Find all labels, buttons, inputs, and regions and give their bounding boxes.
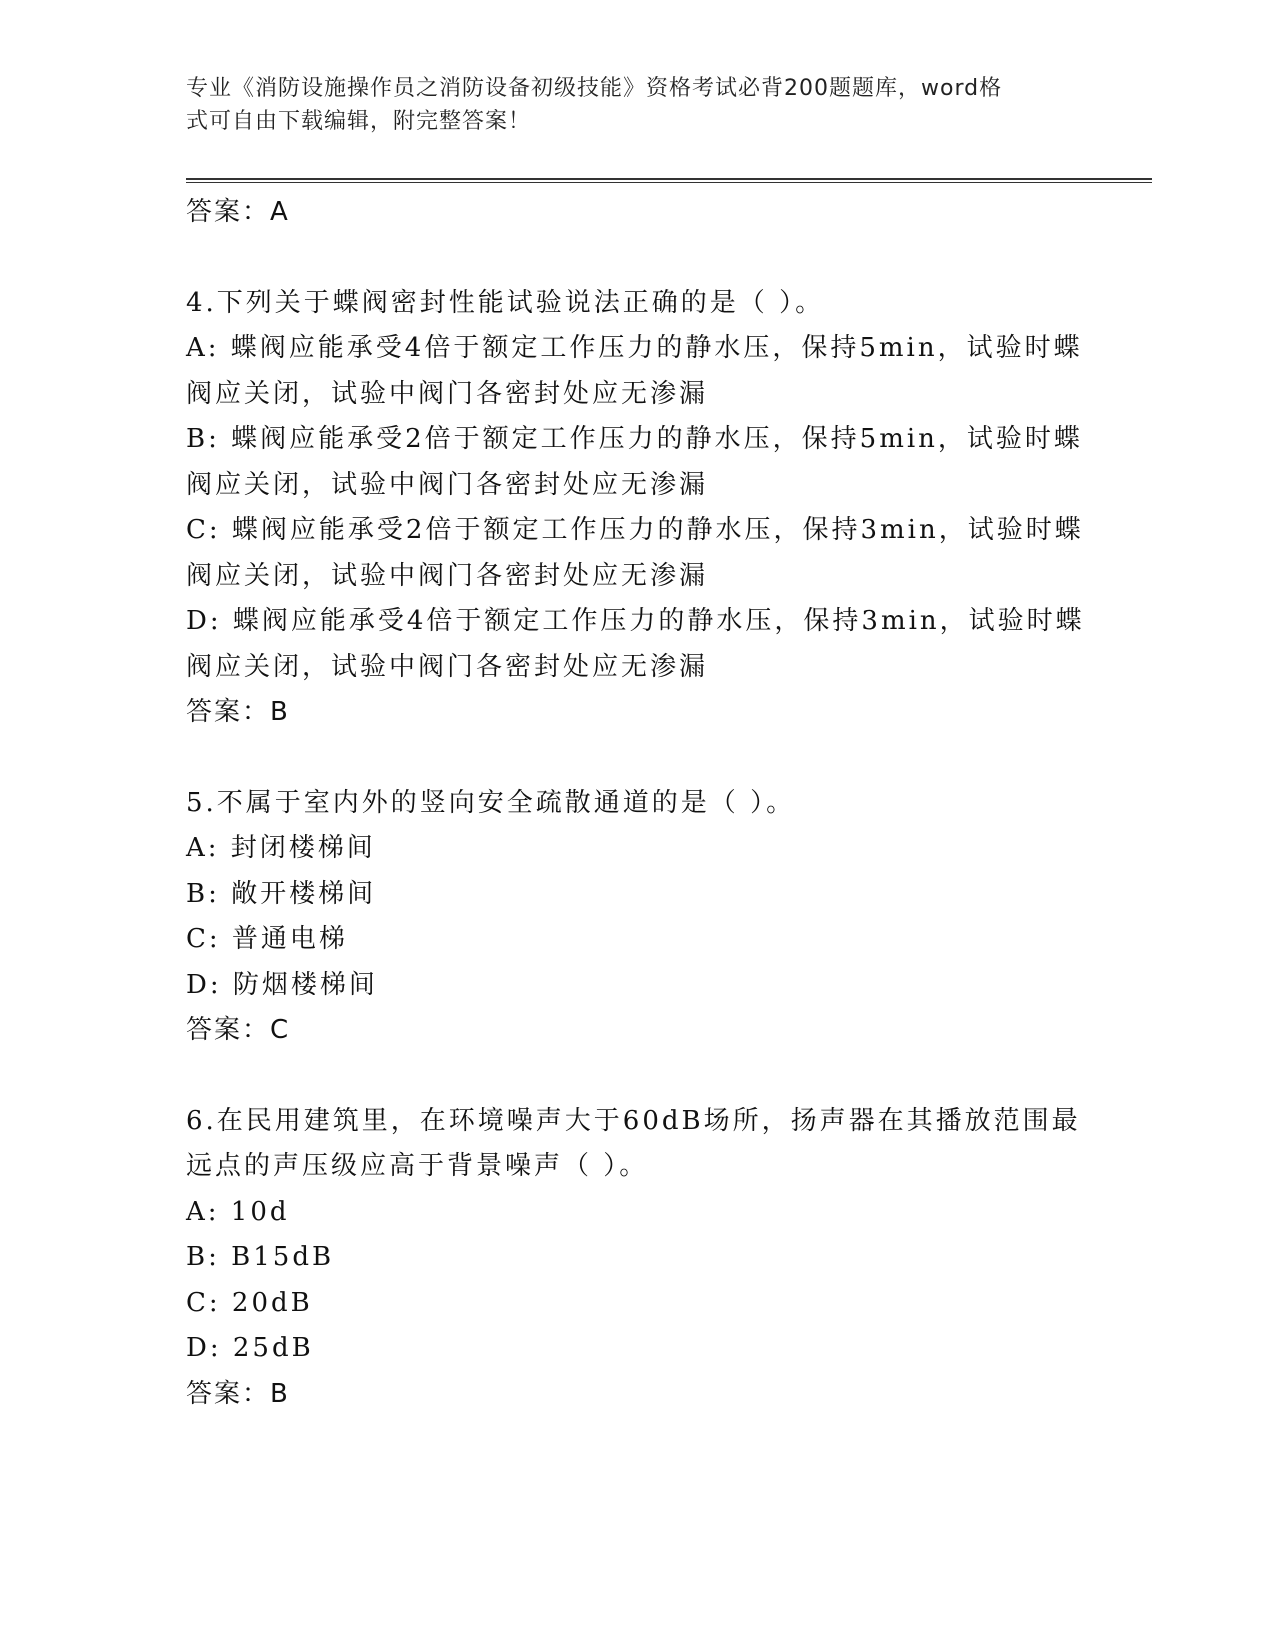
question-stem-line-1: 6.在民用建筑里，在环境噪声大于60dB场所，扬声器在其播放范围最 — [186, 1105, 1081, 1136]
question-5-answer: 答案：C — [186, 1015, 291, 1045]
option-a-line-2: 阀应关闭，试验中阀门各密封处应无渗漏 — [186, 378, 709, 409]
option-d-line-1: D: 蝶阀应能承受4倍于额定工作压力的静水压，保持3min，试验时蝶 — [186, 606, 1085, 636]
option-d: D: 防烟楼梯间 — [186, 969, 378, 1000]
question-6 — [186, 1099, 1086, 1418]
option-b: B: 敞开楼梯间 — [186, 878, 377, 909]
question-stem: 4.下列关于蝶阀密封性能试验说法正确的是（ ）。 — [186, 287, 825, 318]
previous-answer: 答案：A — [186, 197, 290, 227]
question-5 — [186, 781, 1086, 1054]
option-c-line-1: C: 蝶阀应能承受2倍于额定工作压力的静水压，保持3min，试验时蝶 — [186, 515, 1084, 545]
header-divider — [186, 178, 1152, 183]
option-a: A: 10d — [186, 1196, 290, 1227]
option-a-line-1: A: 蝶阀应能承受4倍于额定工作压力的静水压，保持5min，试验时蝶 — [186, 333, 1083, 363]
option-a: A: 封闭楼梯间 — [186, 833, 376, 863]
spacer — [186, 1054, 1086, 1099]
question-stem-line-2: 远点的声压级应高于背景噪声（ ）。 — [186, 1151, 649, 1181]
option-d: D: 25dB — [186, 1333, 314, 1363]
question-4 — [186, 281, 1086, 736]
option-b-line-1: B: 蝶阀应能承受2倍于额定工作压力的静水压，保持5min，试验时蝶 — [186, 424, 1083, 454]
option-c-line-2: 阀应关闭，试验中阀门各密封处应无渗漏 — [186, 560, 709, 591]
option-c: C: 普通电梯 — [186, 924, 348, 954]
question-stem: 5.不属于室内外的竖向安全疏散通道的是（ ）。 — [186, 787, 796, 818]
document-header — [186, 72, 1076, 138]
header-line-2: 式可自由下载编辑，附完整答案！ — [186, 109, 532, 134]
option-d-line-2: 阀应关闭，试验中阀门各密封处应无渗漏 — [186, 651, 709, 682]
option-b-line-2: 阀应关闭，试验中阀门各密封处应无渗漏 — [186, 469, 709, 500]
spacer — [186, 736, 1086, 781]
question-content — [186, 190, 1086, 1417]
header-line-1: 专业《消防设施操作员之消防设备初级技能》资格考试必背200题题库，word格 — [186, 76, 1003, 101]
option-c: C: 20dB — [186, 1287, 313, 1318]
spacer — [186, 236, 1086, 281]
question-6-answer: 答案：B — [186, 1378, 290, 1409]
question-4-answer: 答案：B — [186, 697, 290, 727]
option-b: B: B15dB — [186, 1242, 335, 1272]
